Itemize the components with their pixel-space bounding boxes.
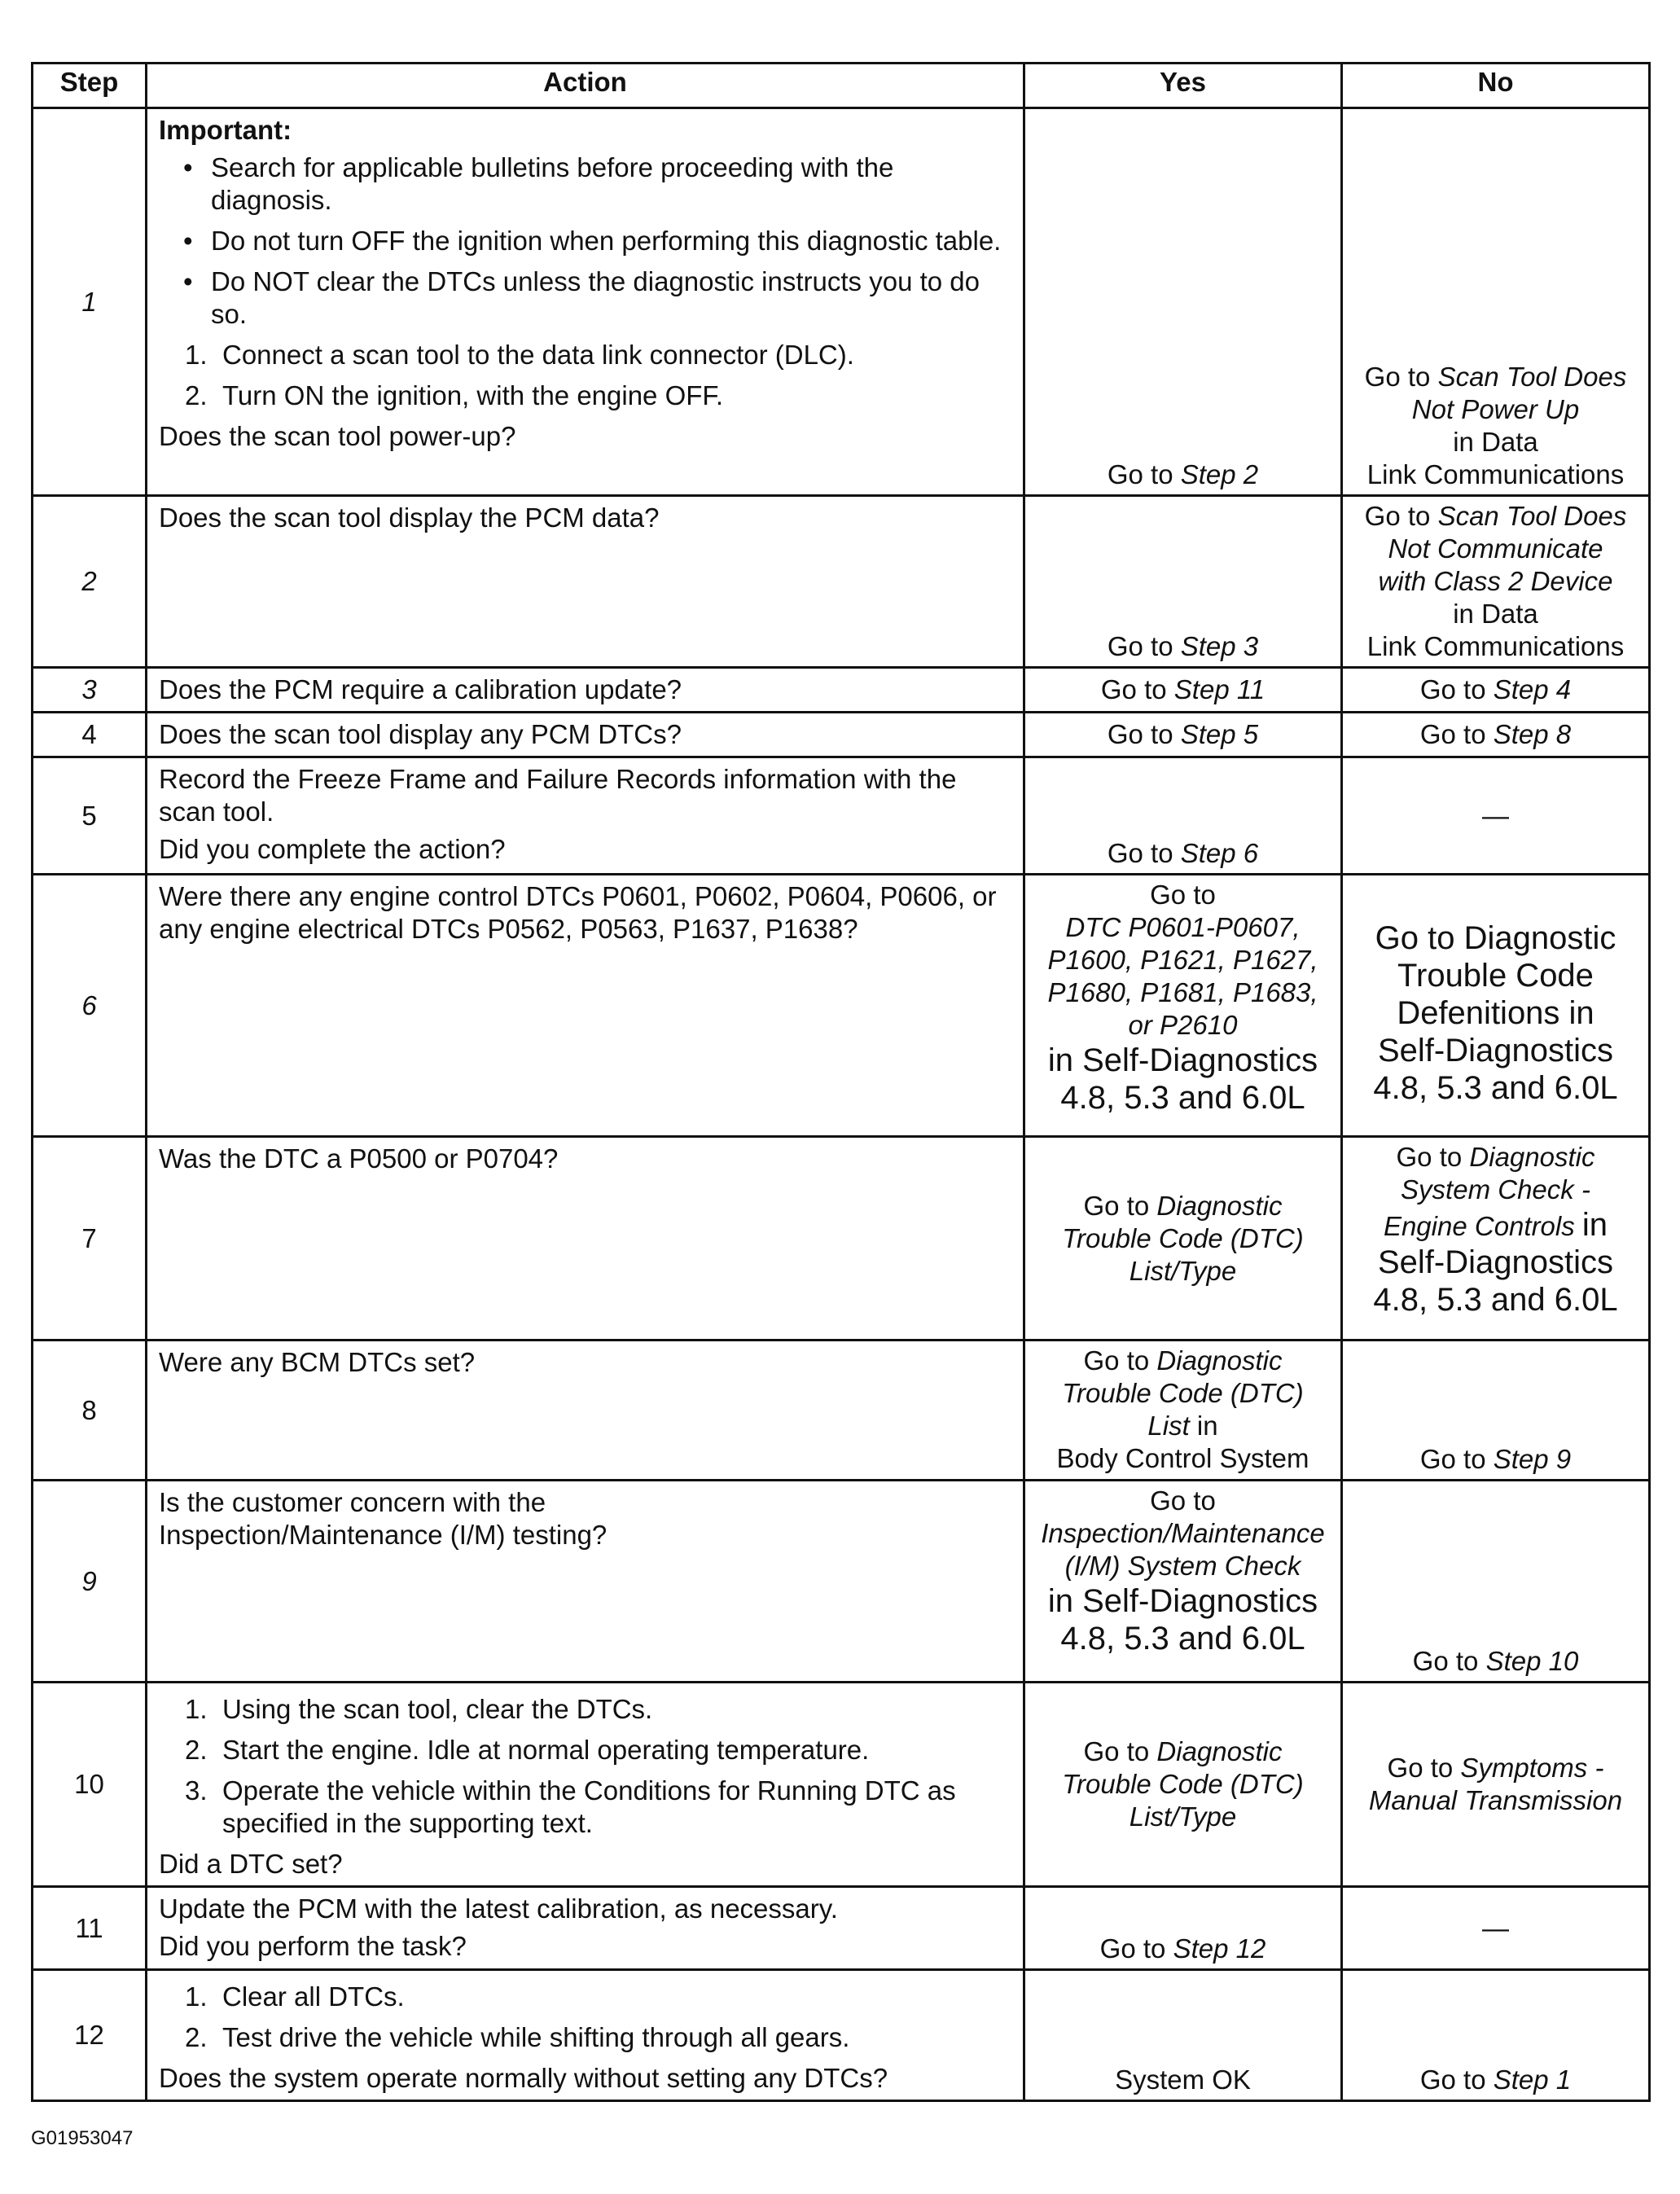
doc-link[interactable]: P1600, P1621, P1627, bbox=[1047, 945, 1318, 975]
action-cell bbox=[147, 1683, 1024, 1887]
doc-link[interactable]: List/Type bbox=[1129, 1255, 1237, 1286]
step-number: 5 bbox=[33, 757, 147, 875]
header-step: Step bbox=[33, 64, 147, 108]
table-row bbox=[33, 108, 1650, 496]
step-link[interactable]: Step 4 bbox=[1493, 674, 1572, 704]
numbered-list bbox=[159, 1981, 1015, 2054]
doc-link[interactable]: System Check - bbox=[1401, 1174, 1590, 1205]
doc-link[interactable]: Engine Controls bbox=[1383, 1211, 1575, 1241]
step-link[interactable]: Step 3 bbox=[1180, 631, 1259, 661]
action-cell bbox=[147, 1887, 1024, 1970]
doc-link[interactable]: Symptoms - bbox=[1460, 1753, 1604, 1783]
numbered-list bbox=[159, 339, 1015, 412]
table-row bbox=[33, 713, 1650, 757]
no-cell: Go to Symptoms - Manual Transmission bbox=[1342, 1683, 1650, 1887]
doc-link[interactable]: Trouble Code (DTC) bbox=[1062, 1222, 1304, 1253]
doc-link[interactable]: Trouble Code (DTC) bbox=[1062, 1378, 1304, 1408]
question: Did you perform the task? bbox=[159, 1931, 467, 1961]
action-cell bbox=[147, 108, 1024, 496]
diagnostic-table bbox=[31, 62, 1651, 2102]
action-cell bbox=[147, 1341, 1024, 1481]
doc-link[interactable]: DTC P0601-P0607, bbox=[1065, 912, 1301, 942]
table-row bbox=[33, 1481, 1650, 1683]
table-row bbox=[33, 757, 1650, 875]
list-item: • Search for applicable bulletins before proceeding with the diagnosis. bbox=[159, 151, 1015, 217]
question: Is the customer concern with the Inspection/Maintenance (I/M) testing? bbox=[159, 1487, 608, 1550]
question: Does the scan tool display any PCM DTCs? bbox=[159, 719, 682, 749]
question: Was the DTC a P0500 or P0704? bbox=[159, 1143, 559, 1174]
no-cell: Go to Scan Tool Does Not Communicate with Class 2 Device in Data Link Communications bbox=[1342, 496, 1650, 668]
doc-link[interactable]: with Class 2 Device bbox=[1378, 566, 1613, 596]
yes-cell: Go to DTC P0601-P0607, P1600, P1621, P1627, P1680, P1681, P1683, or P2610 in Self-Diagnostics 4.8, 5.3 and 6.0L bbox=[1024, 875, 1342, 1137]
header-yes: Yes bbox=[1024, 64, 1342, 108]
no-cell: Go to Scan Tool Does Not Power Up in Data Link Communications bbox=[1342, 108, 1650, 496]
yes-cell: Go to Step 12 bbox=[1024, 1887, 1342, 1970]
list-item: 3. Operate the vehicle within the Conditions for Running DTC as specified in the supporting text. bbox=[185, 1775, 956, 1838]
table-row bbox=[33, 1970, 1650, 2101]
question: Does the scan tool display the PCM data? bbox=[159, 502, 660, 533]
header-action: Action bbox=[147, 64, 1024, 108]
yes-cell: Go to Step 3 bbox=[1024, 496, 1342, 668]
header-row bbox=[33, 64, 1650, 108]
figure-id: G01953047 bbox=[31, 2127, 134, 2149]
step-number: 12 bbox=[33, 1970, 147, 2101]
header-no: No bbox=[1342, 64, 1650, 108]
yes-cell: Go to Diagnostic Trouble Code (DTC) List/Type bbox=[1024, 1137, 1342, 1341]
list-item: • Do NOT clear the DTCs unless the diagnostic instructs you to do so. bbox=[159, 265, 1015, 331]
list-item: 1. Clear all DTCs. bbox=[185, 1981, 405, 2012]
no-cell bbox=[1342, 1887, 1650, 1970]
no-cell: Go to Step 10 bbox=[1342, 1481, 1650, 1683]
action-cell bbox=[147, 1481, 1024, 1683]
list-item: 1. Connect a scan tool to the data link connector (DLC). bbox=[185, 340, 854, 370]
step-number: 3 bbox=[33, 668, 147, 713]
table-row bbox=[33, 1341, 1650, 1481]
instruction-text: Record the Freeze Frame and Failure Records information with the scan tool. bbox=[159, 764, 957, 827]
no-action-dash: — bbox=[1482, 1912, 1509, 1943]
table-row bbox=[33, 875, 1650, 1137]
step-number: 2 bbox=[33, 496, 147, 668]
step-link[interactable]: Step 10 bbox=[1485, 1646, 1579, 1676]
yes-cell: Go to Step 5 bbox=[1024, 713, 1342, 757]
no-cell: Go to Step 4 bbox=[1342, 668, 1650, 713]
action-cell bbox=[147, 496, 1024, 668]
action-cell bbox=[147, 668, 1024, 713]
no-cell bbox=[1342, 757, 1650, 875]
doc-link[interactable]: Scan Tool Does bbox=[1437, 501, 1627, 531]
doc-link[interactable]: (I/M) System Check bbox=[1064, 1551, 1301, 1581]
doc-link[interactable]: Scan Tool Does bbox=[1437, 362, 1627, 392]
no-cell: Go to Diagnostic System Check - Engine Controls in Self-Diagnostics 4.8, 5.3 and 6.0L bbox=[1342, 1137, 1650, 1341]
action-cell bbox=[147, 713, 1024, 757]
table-row bbox=[33, 668, 1650, 713]
doc-link[interactable]: List/Type bbox=[1129, 1801, 1237, 1832]
yes-cell: Go to Diagnostic Trouble Code (DTC) List in Body Control System bbox=[1024, 1341, 1342, 1481]
doc-link[interactable]: Trouble Code (DTC) bbox=[1062, 1769, 1304, 1799]
bullet-list bbox=[159, 151, 1015, 331]
numbered-list bbox=[159, 1693, 1015, 1840]
table-row bbox=[33, 496, 1650, 668]
yes-cell bbox=[1024, 1970, 1342, 2101]
system-ok-text: System OK bbox=[1115, 2065, 1251, 2095]
question: Does the scan tool power-up? bbox=[159, 421, 516, 451]
list-item: 2. Start the engine. Idle at normal operating temperature. bbox=[185, 1735, 870, 1765]
step-link[interactable]: Step 2 bbox=[1180, 459, 1259, 489]
yes-cell: Go to Diagnostic Trouble Code (DTC) List/Type bbox=[1024, 1683, 1342, 1887]
doc-link[interactable]: Diagnostic bbox=[1156, 1736, 1283, 1766]
question: Does the PCM require a calibration update? bbox=[159, 674, 682, 704]
step-number: 8 bbox=[33, 1341, 147, 1481]
doc-link[interactable]: Diagnostic bbox=[1156, 1345, 1283, 1376]
step-link[interactable]: Step 1 bbox=[1493, 2065, 1572, 2095]
important-label: Important: bbox=[159, 115, 292, 145]
yes-cell: Go to Step 11 bbox=[1024, 668, 1342, 713]
step-number: 6 bbox=[33, 875, 147, 1137]
doc-link[interactable]: Diagnostic bbox=[1469, 1142, 1595, 1172]
doc-link[interactable]: List bbox=[1147, 1411, 1190, 1441]
doc-link[interactable]: Not Communicate bbox=[1388, 533, 1603, 564]
doc-link[interactable]: Manual Transmission bbox=[1368, 1785, 1623, 1815]
list-item: 2. Turn ON the ignition, with the engine OFF. bbox=[185, 380, 724, 410]
step-link[interactable]: Step 8 bbox=[1493, 719, 1572, 749]
yes-cell: Go to Step 2 bbox=[1024, 108, 1342, 496]
table-row bbox=[33, 1887, 1650, 1970]
no-cell: Go to Diagnostic Trouble Code Defenitions in Self-Diagnostics 4.8, 5.3 and 6.0L bbox=[1342, 875, 1650, 1137]
doc-link[interactable]: Not Power Up bbox=[1411, 394, 1580, 424]
no-action-dash: — bbox=[1482, 800, 1509, 831]
yes-cell: Go to Step 6 bbox=[1024, 757, 1342, 875]
table-row bbox=[33, 1683, 1650, 1887]
doc-link[interactable]: or P2610 bbox=[1128, 1010, 1238, 1040]
step-number: 1 bbox=[33, 108, 147, 496]
step-link[interactable]: Step 11 bbox=[1173, 674, 1265, 704]
list-item: 1. Using the scan tool, clear the DTCs. bbox=[185, 1694, 653, 1724]
question: Did a DTC set? bbox=[159, 1849, 343, 1879]
no-cell: Go to Step 9 bbox=[1342, 1341, 1650, 1481]
step-number: 4 bbox=[33, 713, 147, 757]
step-link[interactable]: Step 9 bbox=[1493, 1444, 1572, 1474]
no-cell: Go to Step 8 bbox=[1342, 713, 1650, 757]
action-cell bbox=[147, 757, 1024, 875]
step-number: 7 bbox=[33, 1137, 147, 1341]
question: Did you complete the action? bbox=[159, 834, 506, 864]
step-number: 9 bbox=[33, 1481, 147, 1683]
doc-link[interactable]: Diagnostic bbox=[1156, 1190, 1283, 1221]
action-cell bbox=[147, 1970, 1024, 2101]
action-cell bbox=[147, 875, 1024, 1137]
step-number: 10 bbox=[33, 1683, 147, 1887]
step-link[interactable]: Step 12 bbox=[1173, 1933, 1266, 1964]
doc-link[interactable]: Inspection/Maintenance bbox=[1041, 1518, 1325, 1548]
question: Were any BCM DTCs set? bbox=[159, 1347, 476, 1377]
question: Does the system operate normally without setting any DTCs? bbox=[159, 2063, 888, 2093]
step-number: 11 bbox=[33, 1887, 147, 1970]
doc-link[interactable]: P1680, P1681, P1683, bbox=[1047, 977, 1318, 1007]
action-cell bbox=[147, 1137, 1024, 1341]
no-cell: Go to Step 1 bbox=[1342, 1970, 1650, 2101]
step-link[interactable]: Step 6 bbox=[1180, 838, 1259, 868]
yes-cell: Go to Inspection/Maintenance (I/M) System Check in Self-Diagnostics 4.8, 5.3 and 6.0L bbox=[1024, 1481, 1342, 1683]
instruction-text: Update the PCM with the latest calibration, as necessary. bbox=[159, 1893, 838, 1924]
table-row bbox=[33, 1137, 1650, 1341]
list-item: 2. Test drive the vehicle while shifting through all gears. bbox=[185, 2022, 850, 2052]
list-item: • Do not turn OFF the ignition when performing this diagnostic table. bbox=[159, 225, 1015, 257]
step-link[interactable]: Step 5 bbox=[1180, 719, 1259, 749]
question: Were there any engine control DTCs P0601, P0602, P0604, P0606, or any engine electrical DTCs P0562, P0563, P1637, P1638? bbox=[159, 881, 997, 944]
